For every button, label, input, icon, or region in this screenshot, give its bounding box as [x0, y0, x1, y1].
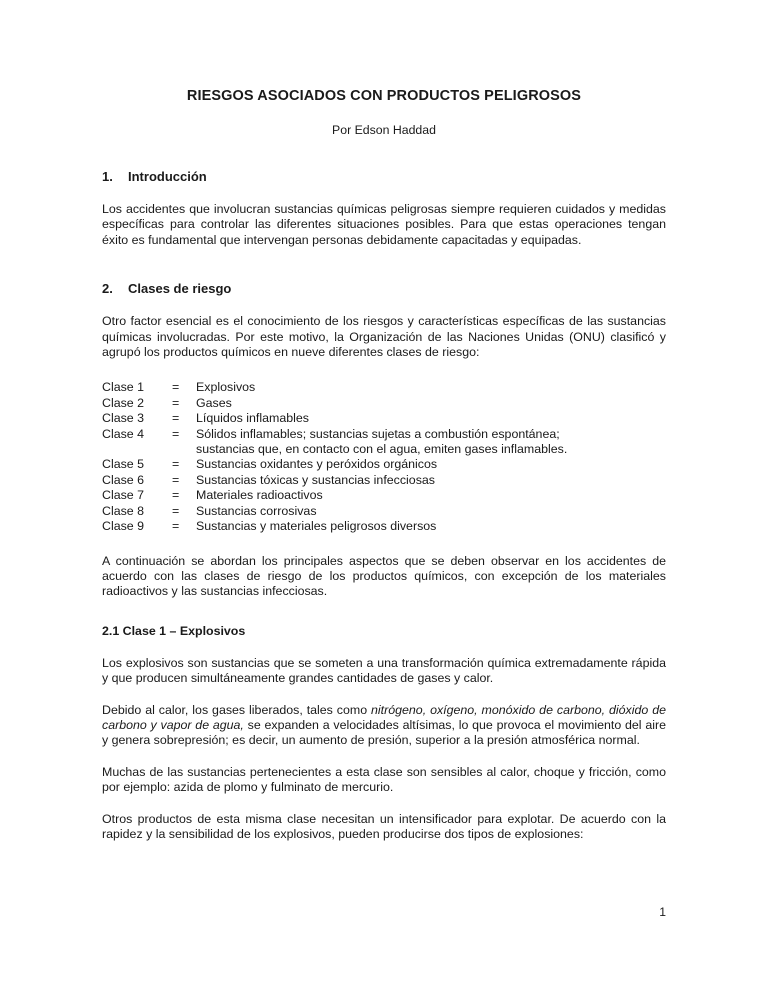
class-description-line2: sustancias que, en contacto con el agua, emiten gases inflamables.	[196, 442, 568, 457]
paragraph-text-after: se expanden a velocidades altísimas, lo que provoca el movimiento del aire y genera sobrepresión; es decir, un aumento de presión, superior a la presión atmosférica normal.	[102, 717, 666, 748]
class-description: Sustancias y materiales peligrosos diversos	[196, 519, 437, 534]
class-name: Clase 1	[102, 380, 145, 395]
class-equals: =	[172, 519, 180, 534]
heading-number: 1.	[102, 169, 113, 184]
list-item	[102, 411, 666, 426]
class-name: Clase 5	[102, 457, 145, 472]
page-title: RIESGOS ASOCIADOS CON PRODUCTOS PELIGROSOS	[186, 88, 582, 104]
heading-text: Clases de riesgo	[128, 281, 232, 297]
class-name: Clase 4	[102, 426, 145, 441]
class-equals: =	[172, 395, 180, 410]
list-item	[102, 457, 666, 472]
class-description: Gases	[196, 395, 232, 410]
class-name: Clase 3	[102, 411, 145, 426]
paragraph-explosivos-1: Los explosivos son sustancias que se someten a una transformación química extremadamente rápida y que producen simultáneamente grandes cantidades de gases y calor.	[102, 655, 666, 686]
list-item	[102, 473, 666, 488]
class-name: Clase 6	[102, 472, 145, 487]
heading-introduccion	[102, 169, 666, 185]
class-description: Explosivos	[196, 380, 256, 395]
paragraph-introduccion: Los accidentes que involucran sustancias químicas peligrosas siempre requieren cuidados y medidas específicas para controlar las diferentes situaciones posibles. Para que estas operaciones tengan éxito es fundamental que intervengan personas debidamente capacitadas y equipadas.	[102, 202, 666, 247]
list-item	[102, 504, 666, 519]
paragraph-explosivos-4: Otros productos de esta misma clase necesitan un intensificador para explotar. De acuerdo con la rapidez y la sensibilidad de los explosivos, pueden producirse dos tipos de explosiones:	[102, 811, 666, 841]
class-description: Sustancias tóxicas y sustancias infecciosas	[196, 472, 435, 487]
heading-clases-de-riesgo	[102, 281, 666, 297]
class-description: Sustancias corrosivas	[196, 503, 317, 518]
risk-class-list	[102, 380, 666, 534]
class-name: Clase 9	[102, 519, 145, 534]
class-name: Clase 8	[102, 503, 145, 518]
class-description	[196, 427, 666, 458]
class-equals: =	[172, 380, 180, 395]
list-item	[102, 519, 666, 534]
class-description: Materiales radioactivos	[196, 488, 323, 503]
class-equals: =	[172, 472, 180, 487]
class-name: Clase 2	[102, 395, 145, 410]
paragraph-text-before: Debido al calor, los gases liberados, tales como	[102, 702, 372, 717]
class-description: Sustancias oxidantes y peróxidos orgánicos	[196, 457, 438, 472]
class-name: Clase 7	[102, 488, 145, 503]
paragraph-clases-intro: Otro factor esencial es el conocimiento de los riesgos y características específicas de las sustancias químicas involucradas. Por este motivo, la Organización de las Naciones Unidas (ONU) clasificó y agrupó los productos químicos en nueve diferentes clases de riesgo:	[102, 314, 666, 360]
class-equals: =	[172, 426, 180, 441]
class-equals: =	[172, 503, 180, 518]
page-content	[102, 0, 666, 842]
list-item	[102, 396, 666, 411]
class-description: Líquidos inflamables	[196, 411, 309, 426]
list-item	[102, 380, 666, 395]
class-description-line1: Sólidos inflamables; sustancias sujetas a combustión espontánea;	[196, 426, 560, 441]
page-number: 1	[659, 905, 666, 919]
paragraph-explosivos-3: Muchas de las sustancias pertenecientes a esta clase son sensibles al calor, choque y fricción, como por ejemplo: azida de plomo y fulminato de mercurio.	[102, 764, 666, 795]
paragraph-explosivos-2	[102, 703, 666, 749]
list-item	[102, 488, 666, 503]
heading-number: 2.	[102, 281, 113, 297]
document-author: Por Edson Haddad	[332, 123, 436, 137]
class-equals: =	[172, 411, 180, 426]
list-item	[102, 427, 666, 458]
gas-names-italic: nitrógeno, oxígeno, monóxido de carbono, dióxido de carbono y vapor de agua,	[102, 702, 666, 732]
class-equals: =	[172, 488, 180, 503]
heading-clase-1-explosivos: 2.1 Clase 1 – Explosivos	[102, 623, 246, 638]
class-equals: =	[172, 457, 180, 472]
paragraph-clases-closing: A continuación se abordan los principales aspectos que se deben observar en los accidentes de acuerdo con las clases de riesgo de los productos químicos, con excepción de los materiales radioactivos y las sustancias infecciosas.	[102, 553, 666, 599]
heading-text: Introducción	[128, 169, 207, 184]
